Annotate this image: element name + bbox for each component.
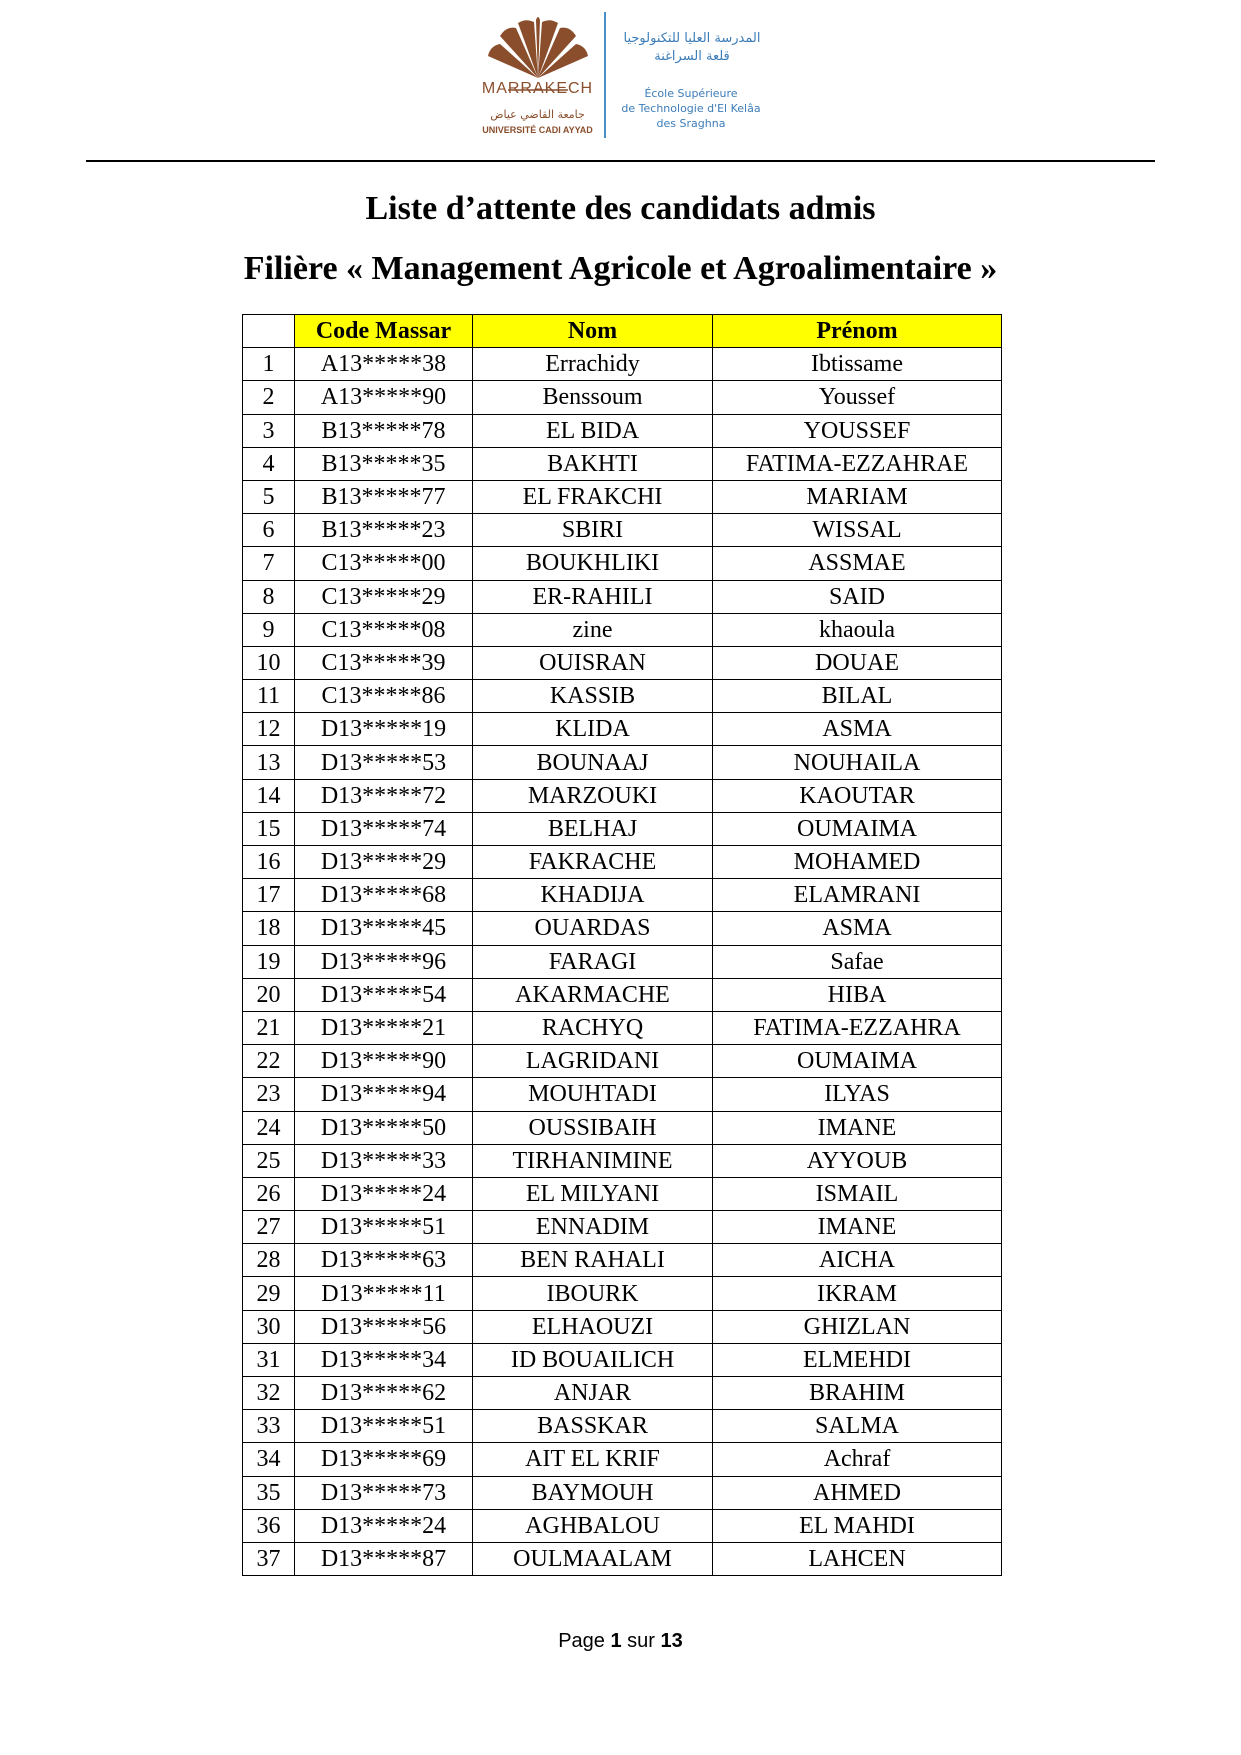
table-row	[243, 514, 1002, 547]
code-massar-cell: C13*****00	[295, 547, 473, 580]
nom-cell: ENNADIM	[473, 1211, 713, 1244]
row-number: 17	[243, 879, 295, 912]
prenom-cell: SALMA	[713, 1410, 1002, 1443]
code-massar-cell: D13*****53	[295, 746, 473, 779]
row-number: 27	[243, 1211, 295, 1244]
row-number: 13	[243, 746, 295, 779]
prenom-cell: AICHA	[713, 1244, 1002, 1277]
table-row	[243, 746, 1002, 779]
table-row	[243, 547, 1002, 580]
row-number: 1	[243, 348, 295, 381]
prenom-cell: FATIMA-EZZAHRA	[713, 1011, 1002, 1044]
row-number: 28	[243, 1244, 295, 1277]
row-number: 5	[243, 480, 295, 513]
prenom-cell: OUMAIMA	[713, 812, 1002, 845]
code-massar-cell: D13*****90	[295, 1045, 473, 1078]
code-massar-cell: D13*****29	[295, 846, 473, 879]
row-number: 11	[243, 680, 295, 713]
code-massar-cell: D13*****73	[295, 1476, 473, 1509]
code-massar-cell: C13*****08	[295, 613, 473, 646]
nom-cell: MOUHTADI	[473, 1078, 713, 1111]
table-header-row	[243, 315, 1002, 348]
prenom-cell: GHIZLAN	[713, 1310, 1002, 1343]
code-massar-cell: D13*****24	[295, 1177, 473, 1210]
code-massar-cell: D13*****56	[295, 1310, 473, 1343]
table-row	[243, 1244, 1002, 1277]
school-name-french-line3: des Sraghna	[656, 117, 726, 130]
table-row	[243, 713, 1002, 746]
row-number: 29	[243, 1277, 295, 1310]
page-footer	[0, 1630, 1241, 1653]
row-number: 30	[243, 1310, 295, 1343]
code-massar-cell: D13*****21	[295, 1011, 473, 1044]
prenom-cell: Safae	[713, 945, 1002, 978]
nom-cell: KLIDA	[473, 713, 713, 746]
nom-cell: ER-RAHILI	[473, 580, 713, 613]
nom-cell: IBOURK	[473, 1277, 713, 1310]
row-number: 19	[243, 945, 295, 978]
row-number: 4	[243, 447, 295, 480]
code-massar-cell: D13*****72	[295, 779, 473, 812]
nom-cell: AGHBALOU	[473, 1509, 713, 1542]
nom-cell: ID BOUAILICH	[473, 1343, 713, 1376]
code-massar-cell: D13*****62	[295, 1377, 473, 1410]
nom-cell: ELHAOUZI	[473, 1310, 713, 1343]
code-massar-cell: C13*****86	[295, 680, 473, 713]
table-row	[243, 1377, 1002, 1410]
prenom-cell: IKRAM	[713, 1277, 1002, 1310]
code-massar-cell: D13*****87	[295, 1542, 473, 1575]
row-number: 23	[243, 1078, 295, 1111]
code-massar-cell: C13*****29	[295, 580, 473, 613]
prenom-cell: OUMAIMA	[713, 1045, 1002, 1078]
row-number: 15	[243, 812, 295, 845]
code-massar-cell: D13*****45	[295, 912, 473, 945]
table-row	[243, 1078, 1002, 1111]
table-row	[243, 1443, 1002, 1476]
page-total: 13	[660, 1630, 683, 1652]
header-divider	[86, 160, 1155, 162]
row-number: 10	[243, 646, 295, 679]
code-massar-cell: D13*****51	[295, 1410, 473, 1443]
prenom-cell: FATIMA-EZZAHRAE	[713, 447, 1002, 480]
row-number: 25	[243, 1144, 295, 1177]
school-name-french	[606, 86, 776, 131]
row-number: 7	[243, 547, 295, 580]
table-row	[243, 879, 1002, 912]
prenom-cell: khaoula	[713, 613, 1002, 646]
code-massar-cell: B13*****23	[295, 514, 473, 547]
table-row	[243, 1211, 1002, 1244]
code-massar-cell: D13*****11	[295, 1277, 473, 1310]
row-number: 37	[243, 1542, 295, 1575]
nom-cell: TIRHANIMINE	[473, 1144, 713, 1177]
prenom-cell: ASMA	[713, 713, 1002, 746]
table-row	[243, 945, 1002, 978]
row-number: 20	[243, 978, 295, 1011]
code-massar-cell: D13*****94	[295, 1078, 473, 1111]
column-header-code-massar: Code Massar	[295, 315, 473, 348]
prenom-cell: AHMED	[713, 1476, 1002, 1509]
prenom-cell: ASSMAE	[713, 547, 1002, 580]
code-massar-cell: D13*****74	[295, 812, 473, 845]
table-row	[243, 912, 1002, 945]
code-massar-cell: D13*****24	[295, 1509, 473, 1542]
prenom-cell: MOHAMED	[713, 846, 1002, 879]
table-row	[243, 846, 1002, 879]
prenom-cell: Youssef	[713, 381, 1002, 414]
row-number: 24	[243, 1111, 295, 1144]
code-massar-cell: C13*****39	[295, 646, 473, 679]
prenom-cell: DOUAE	[713, 646, 1002, 679]
code-massar-cell: B13*****77	[295, 480, 473, 513]
page-header	[0, 0, 1241, 150]
nom-cell: MARZOUKI	[473, 779, 713, 812]
row-number: 14	[243, 779, 295, 812]
nom-cell: BOUKHLIKI	[473, 547, 713, 580]
prenom-cell: ISMAIL	[713, 1177, 1002, 1210]
page-subtitle: Filière « Management Agricole et Agroalimentaire »	[243, 250, 998, 287]
column-header-nom: Nom	[473, 315, 713, 348]
prenom-cell: Achraf	[713, 1443, 1002, 1476]
table-row	[243, 580, 1002, 613]
row-number: 3	[243, 414, 295, 447]
page-title: Liste d’attente des candidats admis	[365, 190, 876, 227]
table-row	[243, 1111, 1002, 1144]
table-row	[243, 812, 1002, 845]
table-row	[243, 1144, 1002, 1177]
row-number: 8	[243, 580, 295, 613]
nom-cell: OUISRAN	[473, 646, 713, 679]
row-number: 21	[243, 1011, 295, 1044]
page-of-label: sur	[627, 1630, 655, 1652]
school-name-arabic-line1: المدرسة العليا للتكنولوجيا	[623, 31, 761, 46]
school-name-arabic	[612, 30, 772, 66]
table-row	[243, 1476, 1002, 1509]
code-massar-cell: D13*****34	[295, 1343, 473, 1376]
table-row	[243, 1310, 1002, 1343]
nom-cell: AIT EL KRIF	[473, 1443, 713, 1476]
prenom-cell: Ibtissame	[713, 348, 1002, 381]
prenom-cell: HIBA	[713, 978, 1002, 1011]
table-body	[243, 348, 1002, 1576]
table-row	[243, 348, 1002, 381]
nom-cell: LAGRIDANI	[473, 1045, 713, 1078]
row-number: 35	[243, 1476, 295, 1509]
page-label: Page	[558, 1630, 605, 1652]
nom-cell: BELHAJ	[473, 812, 713, 845]
logo-university-name: UNIVERSITÉ CADI AYYAD	[482, 125, 593, 135]
code-massar-cell: B13*****35	[295, 447, 473, 480]
table-row	[243, 480, 1002, 513]
code-massar-cell: D13*****69	[295, 1443, 473, 1476]
prenom-cell: IMANE	[713, 1211, 1002, 1244]
table-row	[243, 1410, 1002, 1443]
code-massar-cell: D13*****96	[295, 945, 473, 978]
row-number: 6	[243, 514, 295, 547]
nom-cell: EL BIDA	[473, 414, 713, 447]
row-number: 16	[243, 846, 295, 879]
prenom-cell: BRAHIM	[713, 1377, 1002, 1410]
table-row	[243, 680, 1002, 713]
prenom-cell: LAHCEN	[713, 1542, 1002, 1575]
nom-cell: BASSKAR	[473, 1410, 713, 1443]
nom-cell: KHADIJA	[473, 879, 713, 912]
code-massar-cell: D13*****50	[295, 1111, 473, 1144]
prenom-cell: EL MAHDI	[713, 1509, 1002, 1542]
row-number: 26	[243, 1177, 295, 1210]
table-row	[243, 381, 1002, 414]
prenom-cell: ILYAS	[713, 1078, 1002, 1111]
prenom-cell: KAOUTAR	[713, 779, 1002, 812]
logo-city-name: MARRAKECH	[481, 80, 594, 97]
code-massar-cell: A13*****38	[295, 348, 473, 381]
nom-cell: KASSIB	[473, 680, 713, 713]
table-row	[243, 1509, 1002, 1542]
nom-cell: OUARDAS	[473, 912, 713, 945]
school-name-french-line1: École Supérieure	[644, 87, 738, 100]
code-massar-cell: D13*****19	[295, 713, 473, 746]
code-massar-cell: D13*****68	[295, 879, 473, 912]
table-row	[243, 1011, 1002, 1044]
code-massar-cell: A13*****90	[295, 381, 473, 414]
nom-cell: BAKHTI	[473, 447, 713, 480]
table-row	[243, 978, 1002, 1011]
nom-cell: BOUNAAJ	[473, 746, 713, 779]
table-row	[243, 1277, 1002, 1310]
nom-cell: zine	[473, 613, 713, 646]
nom-cell: RACHYQ	[473, 1011, 713, 1044]
table-row	[243, 779, 1002, 812]
nom-cell: EL FRAKCHI	[473, 480, 713, 513]
nom-cell: FAKRACHE	[473, 846, 713, 879]
prenom-cell: NOUHAILA	[713, 746, 1002, 779]
row-number: 2	[243, 381, 295, 414]
row-number: 18	[243, 912, 295, 945]
prenom-cell: ELMEHDI	[713, 1343, 1002, 1376]
code-massar-cell: D13*****63	[295, 1244, 473, 1277]
nom-cell: AKARMACHE	[473, 978, 713, 1011]
row-number: 34	[243, 1443, 295, 1476]
code-massar-cell: D13*****33	[295, 1144, 473, 1177]
row-number: 32	[243, 1377, 295, 1410]
nom-cell: Errachidy	[473, 348, 713, 381]
prenom-cell: WISSAL	[713, 514, 1002, 547]
nom-cell: SBIRI	[473, 514, 713, 547]
row-number: 9	[243, 613, 295, 646]
nom-cell: OUSSIBAIH	[473, 1111, 713, 1144]
row-number: 36	[243, 1509, 295, 1542]
row-number: 31	[243, 1343, 295, 1376]
waiting-list-table	[242, 314, 1002, 1576]
code-massar-cell: D13*****51	[295, 1211, 473, 1244]
prenom-cell: ELAMRANI	[713, 879, 1002, 912]
table-row	[243, 1177, 1002, 1210]
table-row	[243, 1045, 1002, 1078]
table-row	[243, 1343, 1002, 1376]
prenom-cell: ASMA	[713, 912, 1002, 945]
logo-university-arabic: جامعة القاضي عياض	[490, 108, 585, 121]
school-name-french-line2: de Technologie d'El Kelâa	[621, 102, 761, 115]
page-current: 1	[610, 1630, 622, 1652]
table-row	[243, 414, 1002, 447]
row-number: 12	[243, 713, 295, 746]
row-number: 33	[243, 1410, 295, 1443]
row-number: 22	[243, 1045, 295, 1078]
table-row	[243, 646, 1002, 679]
nom-cell: FARAGI	[473, 945, 713, 978]
nom-cell: BAYMOUH	[473, 1476, 713, 1509]
table-row	[243, 1542, 1002, 1575]
nom-cell: ANJAR	[473, 1377, 713, 1410]
nom-cell: EL MILYANI	[473, 1177, 713, 1210]
code-massar-cell: B13*****78	[295, 414, 473, 447]
prenom-cell: SAID	[713, 580, 1002, 613]
nom-cell: OULMAALAM	[473, 1542, 713, 1575]
table-row	[243, 447, 1002, 480]
table-row	[243, 613, 1002, 646]
code-massar-cell: D13*****54	[295, 978, 473, 1011]
prenom-cell: BILAL	[713, 680, 1002, 713]
nom-cell: Benssoum	[473, 381, 713, 414]
nom-cell: BEN RAHALI	[473, 1244, 713, 1277]
prenom-cell: YOUSSEF	[713, 414, 1002, 447]
prenom-cell: MARIAM	[713, 480, 1002, 513]
prenom-cell: IMANE	[713, 1111, 1002, 1144]
school-name-arabic-line2: قلعة السراغنة	[654, 49, 730, 64]
column-header-number	[243, 315, 295, 348]
column-header-prenom: Prénom	[713, 315, 1002, 348]
prenom-cell: AYYOUB	[713, 1144, 1002, 1177]
